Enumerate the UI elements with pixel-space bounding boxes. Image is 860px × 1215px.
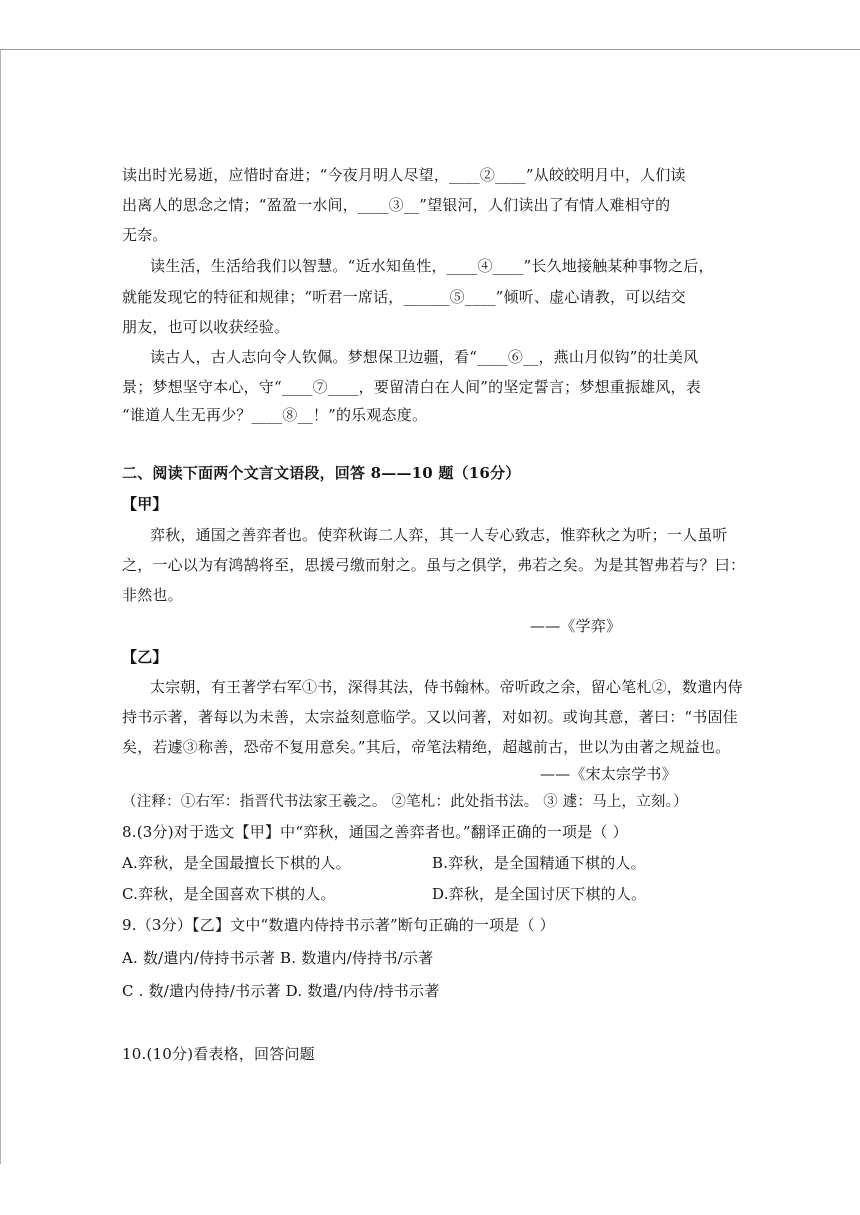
question-8-option-b: B.弈秋，是全国精通下棋的人。 — [432, 854, 646, 872]
question-9-options-cd: C . 数/遣内侍持/书示著 D. 数遣/内侍/持书示著 — [122, 982, 440, 1000]
passage-yi-label: 【乙】 — [122, 648, 168, 666]
paragraph-2-line-3: 朋友，也可以收获经验。 — [122, 318, 290, 336]
question-9: 9.（3分）【乙】文中“数遣内侍持书示著”断句正确的一项是（ ） — [122, 916, 555, 934]
passage-yi-line-1: 太宗朝，有王著学右军①书，深得其法，侍书翰林。帝听政之余，留心笔札②，数遣内侍 — [150, 678, 743, 696]
paragraph-1-line-1: 读出时光易逝，应惜时奋进；“今夜月明人尽望，____②____”从皎皎明月中，人们读 — [122, 166, 686, 184]
passage-jia-line-3: 非然也。 — [122, 586, 183, 604]
passage-yi-line-2: 持书示著，著每以为未善，太宗益刻意临学。又以问著，对如初。或询其意，著曰：“书固佳 — [122, 708, 738, 726]
section-2-title: 二、阅读下面两个文言文语段，回答 8——10 题（16分） — [122, 464, 521, 482]
question-8-option-a: A.弈秋，是全国最擅长下棋的人。 — [122, 854, 351, 872]
question-8-option-c: C.弈秋，是全国喜欢下棋的人。 — [122, 885, 336, 903]
passage-yi-source: ——《宋太宗学书》 — [540, 765, 677, 783]
annotations: （注释：①右军：指晋代书法家王羲之。 ②笔札：此处指书法。 ③ 遽：马上，立刻。） — [122, 794, 688, 810]
paragraph-3-line-2: 景；梦想坚守本心，守“____⑦____，要留清白在人间”的坚定誓言；梦想重振雄风，表 — [122, 378, 701, 396]
passage-jia-line-2: 之，一心以为有鸿鹄将至，思援弓缴而射之。虽与之俱学，弗若之矣。为是其智弗若与？曰： — [122, 556, 746, 574]
paragraph-3-line-3: “谁道人生无再少？____⑧__！”的乐观态度。 — [122, 406, 428, 424]
passage-jia-line-1: 弈秋，通国之善弈者也。使弈秋诲二人弈，其一人专心致志，惟弈秋之为听；一人虽听 — [150, 526, 728, 544]
question-9-options-ab: A. 数/遣内/侍持书示著 B. 数遣内/侍持书/示著 — [122, 949, 434, 967]
paragraph-2-line-1: 读生活，生活给我们以智慧。“近水知鱼性，____④____”长久地接触某种事物之后， — [150, 257, 714, 275]
paragraph-3-line-1: 读古人，古人志向令人钦佩。梦想保卫边疆，看“____⑥__，燕山月似钩”的壮美风 — [150, 348, 699, 366]
passage-jia-source: ——《学弈》 — [530, 617, 622, 635]
question-10: 10.(10分)看表格，回答问题 — [122, 1045, 315, 1063]
passage-jia-label: 【甲】 — [122, 495, 168, 513]
paragraph-1-line-2: 出离人的思念之情；“盈盈一水间，____③__”望银河，人们读出了有情人难相守的 — [122, 196, 671, 214]
question-8: 8.(3分)对于选文【甲】中“弈秋，通国之善弈者也。”翻译正确的一项是（ ） — [122, 823, 628, 841]
paragraph-1-line-3: 无奈。 — [122, 226, 168, 244]
passage-yi-line-3: 矣，若遽③称善，恐帝不复用意矣。”其后，帝笔法精绝，超越前古，世以为由著之规益也。 — [122, 738, 731, 756]
paragraph-2-line-2: 就能发现它的特征和规律；“听君一席话，______⑤____”倾听、虚心请教，可以结交 — [122, 288, 686, 306]
question-8-option-d: D.弈秋，是全国讨厌下棋的人。 — [432, 885, 647, 903]
